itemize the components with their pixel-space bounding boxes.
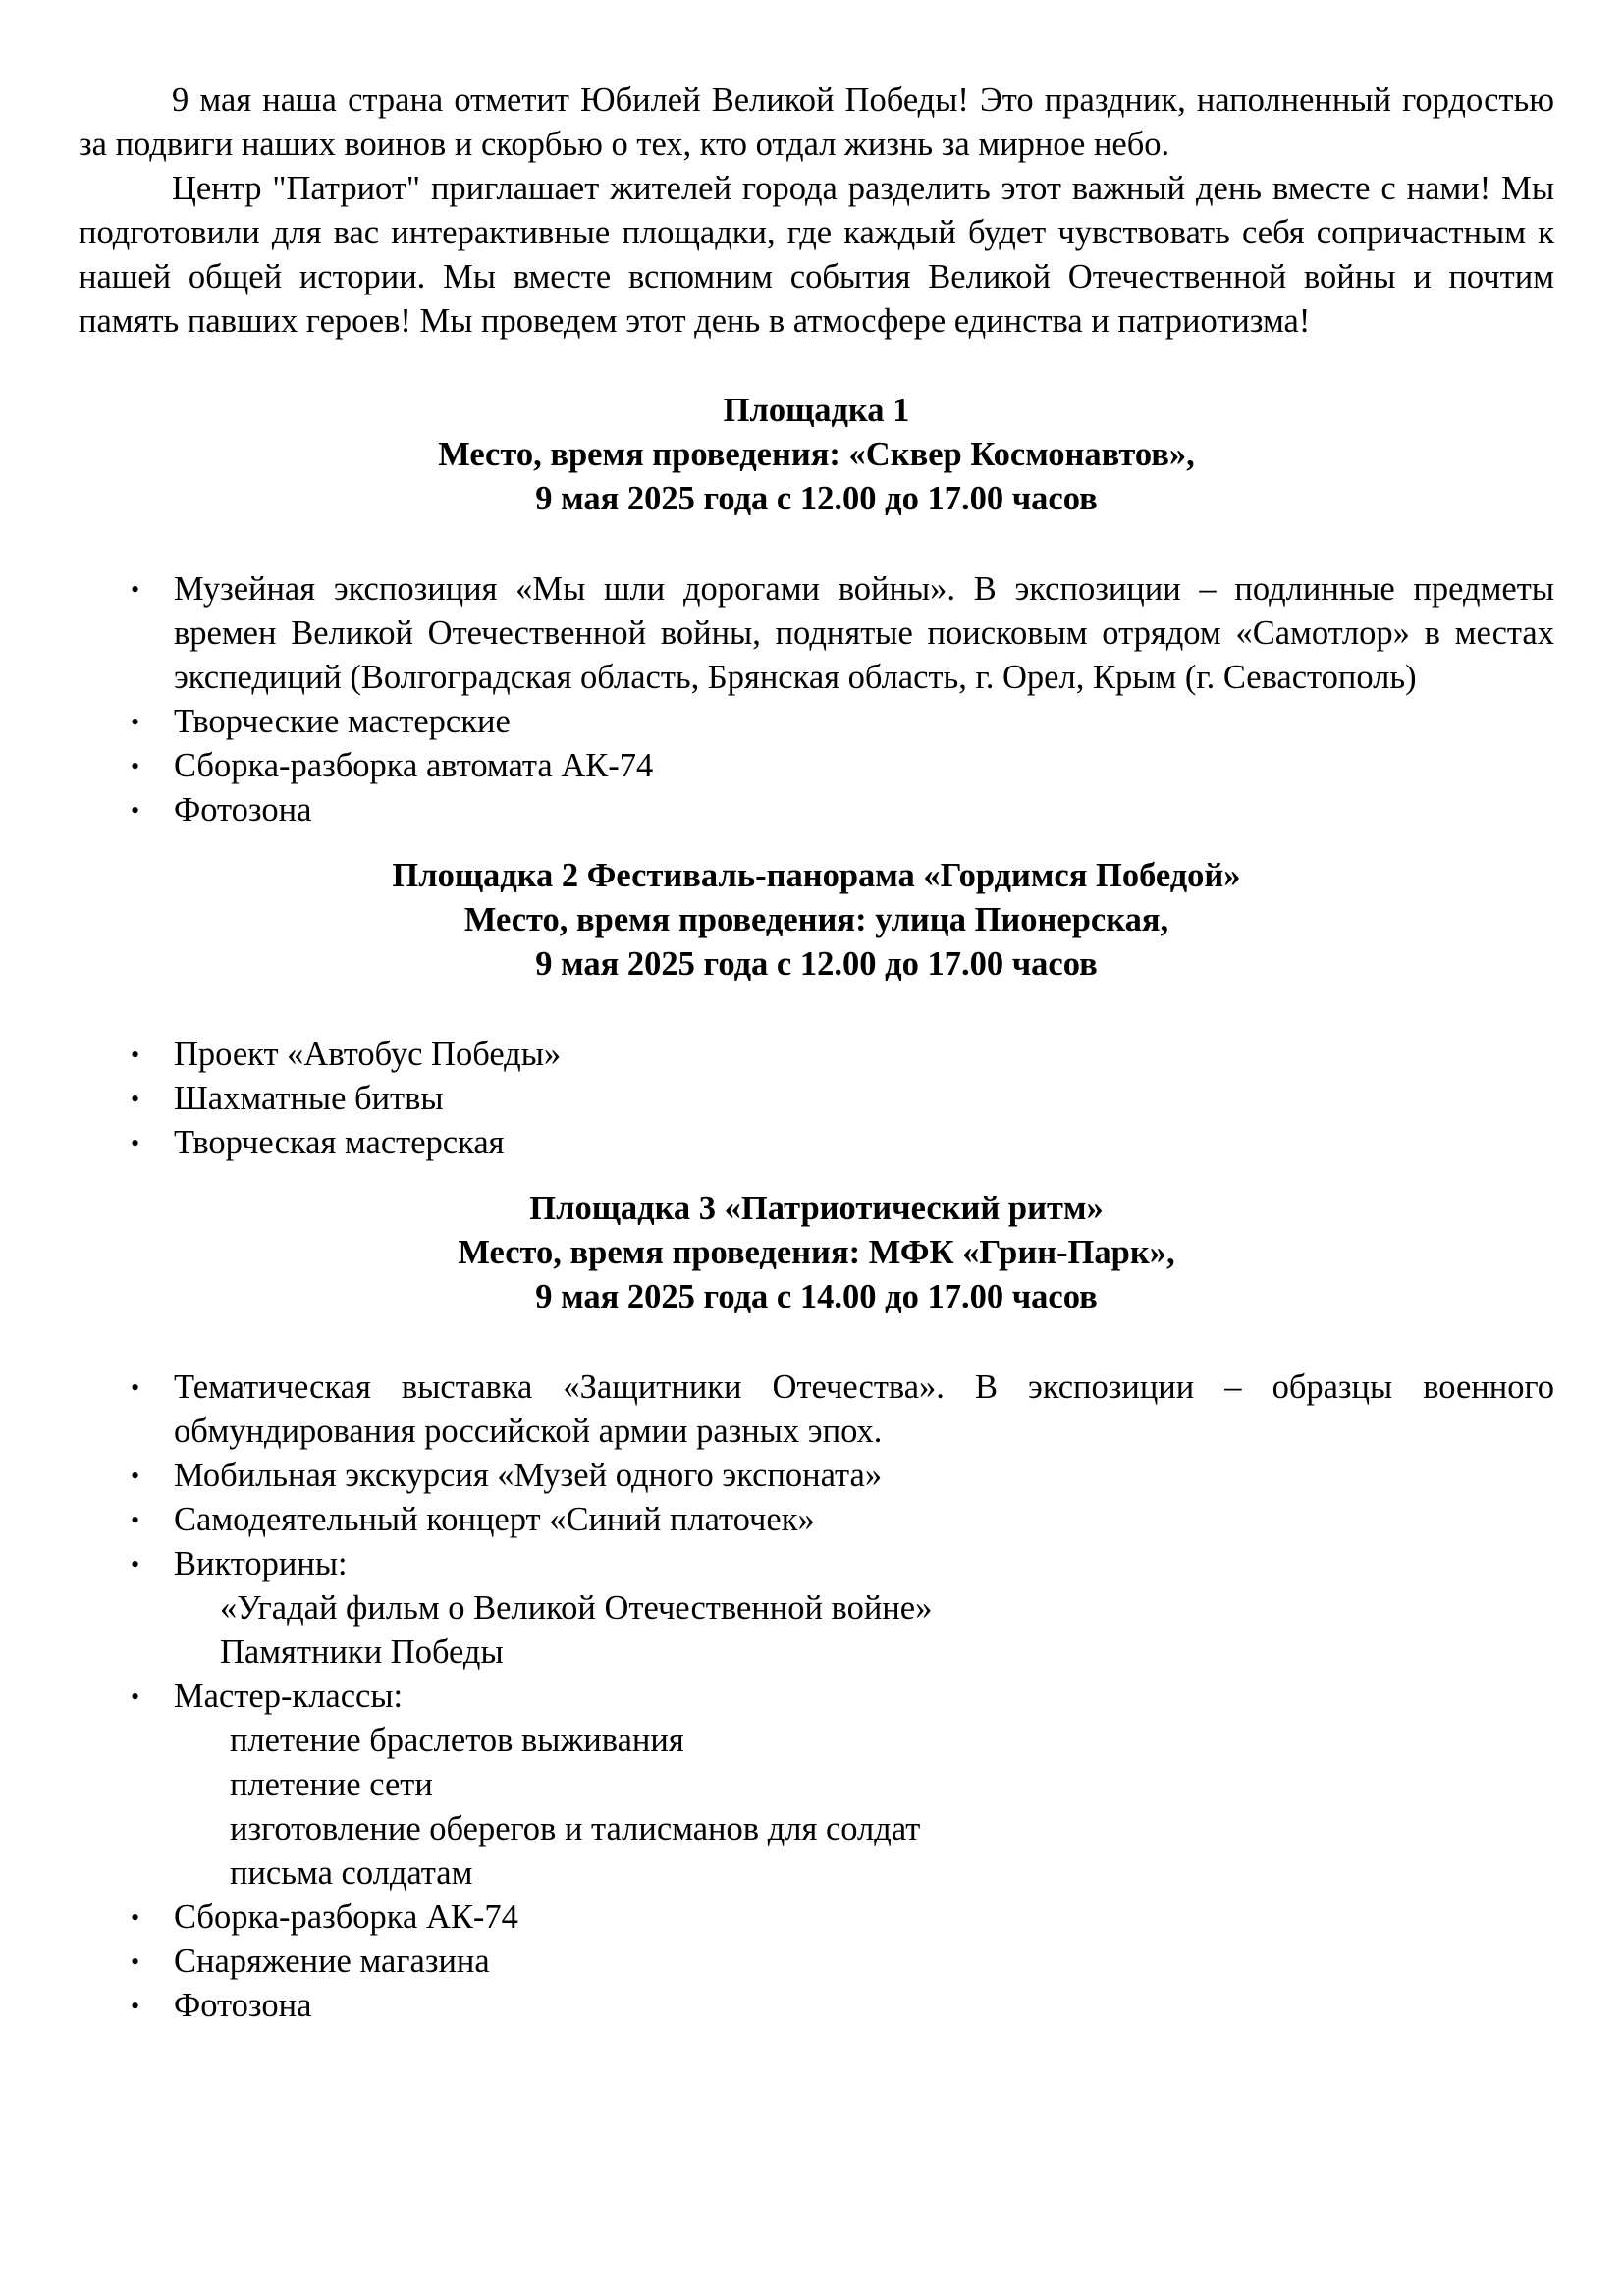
list-item-text: Сборка-разборка АК-74 xyxy=(174,1898,518,1936)
bullet-icon: • xyxy=(131,1085,140,1113)
quiz-sublist xyxy=(79,1586,1554,1675)
list-item xyxy=(79,1542,1554,1675)
bullet-icon: • xyxy=(131,1550,140,1578)
sub-list-item: «Угадай фильм о Великой Отечественной войне» xyxy=(220,1589,933,1627)
section-1-title: Площадка 1 xyxy=(723,392,910,429)
intro-paragraph-2: Центр "Патриот" приглашает жителей города разделить этот важный день вместе с нами! Мы подготовили для вас интерактивные площадки, где каждый будет чувствовать себя сопричастным к нашей общей истории. Мы вместе вспомним события Великой Отечественной войны и почтим память павших героев! Мы проведем этот день в атмосфере единства и патриотизма! xyxy=(79,170,1554,340)
list-item-text: Шахматные битвы xyxy=(174,1080,444,1117)
list-item-text: Снаряжение магазина xyxy=(174,1943,490,1980)
sub-list-item: плетение браслетов выживания xyxy=(230,1722,684,1759)
list-item xyxy=(79,1498,1554,1542)
section-1-time: 9 мая 2025 года с 12.00 до 17.00 часов xyxy=(535,480,1098,517)
section-3-list xyxy=(79,1365,1554,2028)
section-2-time: 9 мая 2025 года с 12.00 до 17.00 часов xyxy=(535,945,1098,983)
bullet-icon: • xyxy=(131,1948,140,1976)
bullet-icon: • xyxy=(131,708,140,736)
list-item-text: Фотозона xyxy=(174,791,312,828)
list-item xyxy=(79,1984,1554,2028)
bullet-icon: • xyxy=(131,1129,140,1157)
list-item-text: Самодеятельный концерт «Синий платочек» xyxy=(174,1501,815,1538)
intro-paragraph-1: 9 мая наша страна отметит Юбилей Великой Победы! Это праздник, наполненный гордостью за подвиги наших воинов и скорбью о тех, кто отдал жизнь за мирное небо. xyxy=(79,81,1554,163)
bullet-icon: • xyxy=(131,1373,140,1402)
list-item xyxy=(79,744,1554,788)
list-item-text: Викторины: xyxy=(174,1545,348,1582)
masterclass-sublist xyxy=(79,1719,1554,1896)
list-item xyxy=(79,788,1554,832)
list-item-text: Проект «Автобус Победы» xyxy=(174,1036,562,1073)
list-item-text: Творческая мастерская xyxy=(174,1124,505,1161)
list-item-text: Фотозона xyxy=(174,1987,312,2024)
document-page xyxy=(79,79,1554,2028)
bullet-icon: • xyxy=(131,575,140,604)
bullet-icon: • xyxy=(131,1682,140,1711)
section-2-heading xyxy=(79,854,1554,987)
section-1-heading xyxy=(79,389,1554,521)
section-3-title: Площадка 3 «Патриотический ритм» xyxy=(529,1190,1104,1227)
section-1-list xyxy=(79,567,1554,832)
list-item-text: Музейная экспозиция «Мы шли дорогами войны». В экспозиции – подлинные предметы времен Великой Отечественной войны, поднятые поисковым отрядом «Самотлор» в местах экспедиций (Волгоградская область, Брянская область, г. Орел, Крым (г. Севастополь) xyxy=(174,570,1554,696)
list-item xyxy=(79,1675,1554,1896)
list-item-text: Мобильная экскурсия «Музей одного экспоната» xyxy=(174,1457,883,1494)
section-3 xyxy=(79,1187,1554,2028)
section-1 xyxy=(79,389,1554,832)
bullet-icon: • xyxy=(131,1903,140,1932)
list-item-text: Творческие мастерские xyxy=(174,703,511,740)
sub-list-item: плетение сети xyxy=(230,1766,433,1803)
list-item xyxy=(79,1033,1554,1077)
bullet-icon: • xyxy=(131,1041,140,1069)
bullet-icon: • xyxy=(131,1462,140,1490)
bullet-icon: • xyxy=(131,796,140,825)
section-2 xyxy=(79,854,1554,1165)
sub-list-item: Памятники Победы xyxy=(220,1633,504,1671)
section-3-heading xyxy=(79,1187,1554,1319)
section-2-place: Место, время проведения: улица Пионерская, xyxy=(463,901,1169,938)
list-item xyxy=(79,1365,1554,1454)
section-2-title: Площадка 2 Фестиваль-панорама «Гордимся Победой» xyxy=(392,857,1241,894)
bullet-icon: • xyxy=(131,752,140,780)
bullet-icon: • xyxy=(131,1992,140,2020)
sub-list-item: изготовление оберегов и талисманов для солдат xyxy=(230,1810,921,1847)
bullet-icon: • xyxy=(131,1506,140,1534)
section-3-time: 9 мая 2025 года с 14.00 до 17.00 часов xyxy=(535,1278,1098,1315)
list-item xyxy=(79,700,1554,744)
section-2-list xyxy=(79,1033,1554,1165)
list-item xyxy=(79,567,1554,700)
list-item-text: Сборка-разборка автомата АК-74 xyxy=(174,747,654,784)
list-item xyxy=(79,1454,1554,1498)
list-item xyxy=(79,1121,1554,1165)
sub-list-item: письма солдатам xyxy=(230,1854,473,1892)
list-item xyxy=(79,1940,1554,1984)
list-item-text: Тематическая выставка «Защитники Отечества». В экспозиции – образцы военного обмундирования российской армии разных эпох. xyxy=(174,1368,1554,1450)
section-3-place: Место, время проведения: МФК «Грин-Парк», xyxy=(458,1234,1175,1271)
section-1-place: Место, время проведения: «Сквер Космонавтов», xyxy=(438,436,1195,473)
list-item-text: Мастер-классы: xyxy=(174,1678,404,1715)
list-item xyxy=(79,1077,1554,1121)
list-item xyxy=(79,1896,1554,1940)
